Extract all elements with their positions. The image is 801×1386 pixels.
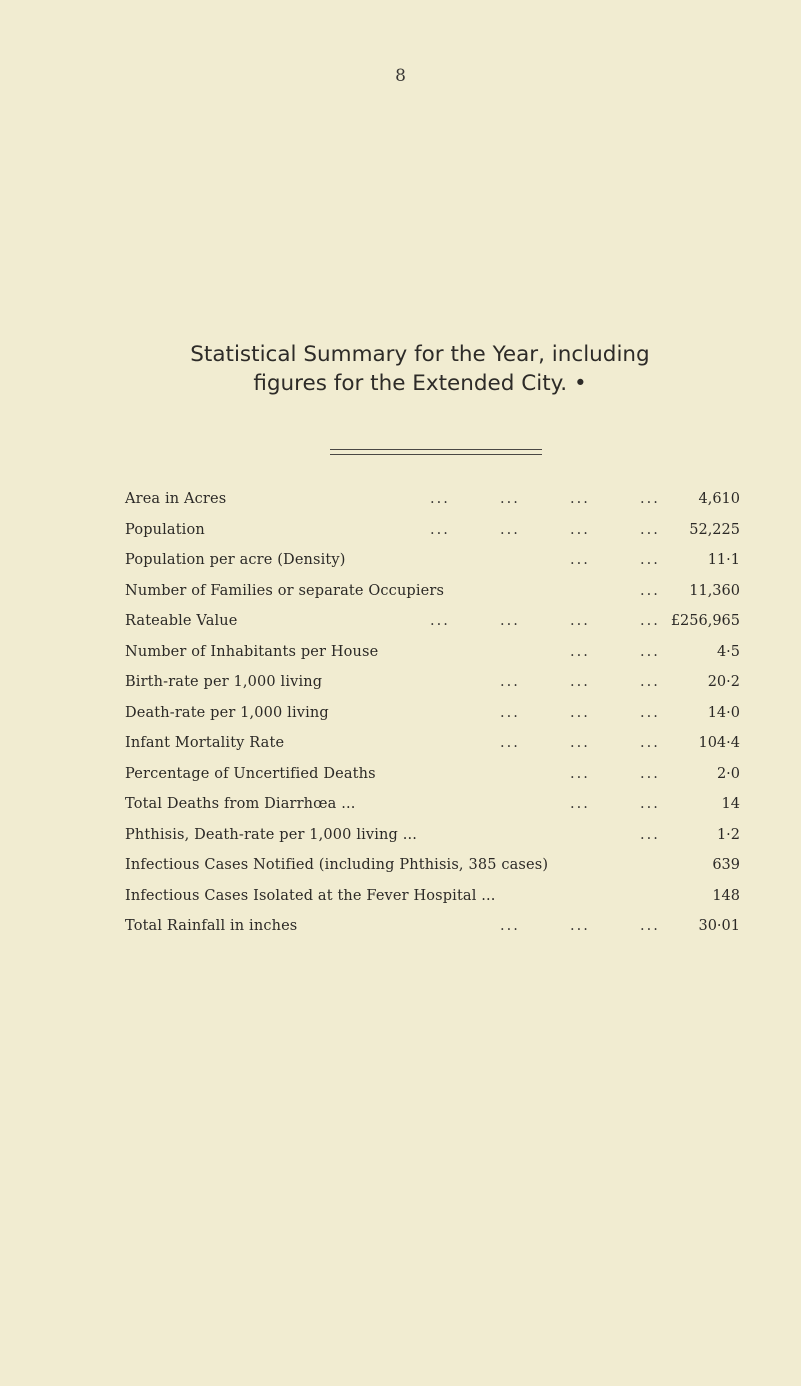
row-label: Total Deaths from Diarrhœa ... bbox=[125, 796, 356, 812]
leader-dots: ... bbox=[640, 521, 660, 538]
page-title bbox=[90, 340, 750, 398]
leader-dots: ... bbox=[640, 826, 660, 843]
leader-dots: ... bbox=[500, 674, 520, 690]
row-value: 11·1 bbox=[707, 552, 740, 568]
leader-dots: ... bbox=[500, 491, 520, 507]
table-row bbox=[125, 881, 740, 912]
row-value: 104·4 bbox=[698, 735, 740, 751]
leader-dots: ... bbox=[640, 674, 660, 690]
row-label: Number of Inhabitants per House bbox=[125, 643, 379, 660]
leader-dots: ... bbox=[640, 643, 660, 660]
table-row bbox=[125, 850, 740, 881]
leader-dots: ... bbox=[570, 674, 590, 690]
row-value: 1·2 bbox=[716, 826, 740, 843]
leader-dots: ... bbox=[500, 735, 520, 751]
row-value: 20·2 bbox=[707, 674, 740, 690]
table-row bbox=[125, 545, 740, 576]
row-label: Phthisis, Death-rate per 1,000 living ... bbox=[125, 826, 417, 843]
leader-dots: ... bbox=[640, 796, 660, 812]
table-row bbox=[125, 759, 740, 790]
title-rule-lower bbox=[330, 454, 542, 455]
row-label: Percentage of Uncertified Deaths bbox=[125, 765, 376, 782]
row-value: 2·0 bbox=[716, 765, 740, 782]
row-label: Death-rate per 1,000 living bbox=[125, 704, 329, 721]
leader-dots: ... bbox=[640, 918, 660, 934]
row-label: Population per acre (Density) bbox=[125, 552, 346, 568]
row-label: Population bbox=[125, 521, 205, 538]
table-row bbox=[125, 698, 740, 729]
statistics-table bbox=[125, 484, 740, 942]
row-value: 4·5 bbox=[716, 643, 740, 660]
leader-dots: ... bbox=[570, 521, 590, 538]
table-row bbox=[125, 484, 740, 515]
leader-dots: ... bbox=[570, 918, 590, 934]
row-label: Infectious Cases Notified (including Phthisis, 385 cases) bbox=[125, 857, 549, 873]
table-row bbox=[125, 911, 740, 942]
table-row bbox=[125, 606, 740, 637]
row-value: 4,610 bbox=[698, 491, 740, 507]
leader-dots: ... bbox=[570, 765, 590, 782]
row-label: Number of Families or separate Occupiers bbox=[125, 582, 445, 599]
table-row bbox=[125, 667, 740, 698]
leader-dots: ... bbox=[570, 735, 590, 751]
table-row bbox=[125, 789, 740, 820]
row-label: Birth-rate per 1,000 living bbox=[125, 674, 323, 690]
leader-dots: ... bbox=[430, 491, 450, 507]
leader-dots: ... bbox=[570, 552, 590, 568]
leader-dots: ... bbox=[430, 613, 450, 629]
row-label: Infant Mortality Rate bbox=[125, 735, 285, 751]
leader-dots: ... bbox=[570, 796, 590, 812]
leader-dots: ... bbox=[640, 735, 660, 751]
leader-dots: ... bbox=[570, 643, 590, 660]
row-label: Total Rainfall in inches bbox=[125, 918, 298, 934]
row-value: 52,225 bbox=[689, 521, 740, 538]
leader-dots: ... bbox=[500, 704, 520, 721]
row-value: 30·01 bbox=[698, 918, 740, 934]
row-label: Area in Acres bbox=[125, 491, 227, 507]
row-value: 148 bbox=[712, 887, 740, 904]
leader-dots: ... bbox=[570, 491, 590, 507]
table-row bbox=[125, 637, 740, 668]
table-row bbox=[125, 576, 740, 607]
row-value: 639 bbox=[712, 857, 740, 873]
page-number: 8 bbox=[395, 66, 406, 86]
page-title-line-1: Statistical Summary for the Year, including bbox=[190, 342, 650, 367]
leader-dots: ... bbox=[640, 552, 660, 568]
title-rule-upper bbox=[330, 449, 542, 450]
row-value: 14 bbox=[721, 796, 740, 812]
row-label: Infectious Cases Isolated at the Fever Hospital ... bbox=[125, 887, 496, 904]
row-label: Rateable Value bbox=[125, 613, 238, 629]
row-value: 14·0 bbox=[707, 704, 740, 721]
page-title-line-2: figures for the Extended City. • bbox=[253, 371, 587, 396]
table-row bbox=[125, 820, 740, 851]
table-row bbox=[125, 728, 740, 759]
leader-dots: ... bbox=[640, 613, 660, 629]
table-row bbox=[125, 515, 740, 546]
row-value: £256,965 bbox=[670, 613, 740, 629]
leader-dots: ... bbox=[640, 582, 660, 599]
leader-dots: ... bbox=[500, 918, 520, 934]
row-value: 11,360 bbox=[689, 582, 740, 599]
leader-dots: ... bbox=[570, 613, 590, 629]
leader-dots: ... bbox=[500, 613, 520, 629]
leader-dots: ... bbox=[430, 521, 450, 538]
leader-dots: ... bbox=[570, 704, 590, 721]
leader-dots: ... bbox=[640, 491, 660, 507]
leader-dots: ... bbox=[640, 765, 660, 782]
leader-dots: ... bbox=[640, 704, 660, 721]
leader-dots: ... bbox=[500, 521, 520, 538]
